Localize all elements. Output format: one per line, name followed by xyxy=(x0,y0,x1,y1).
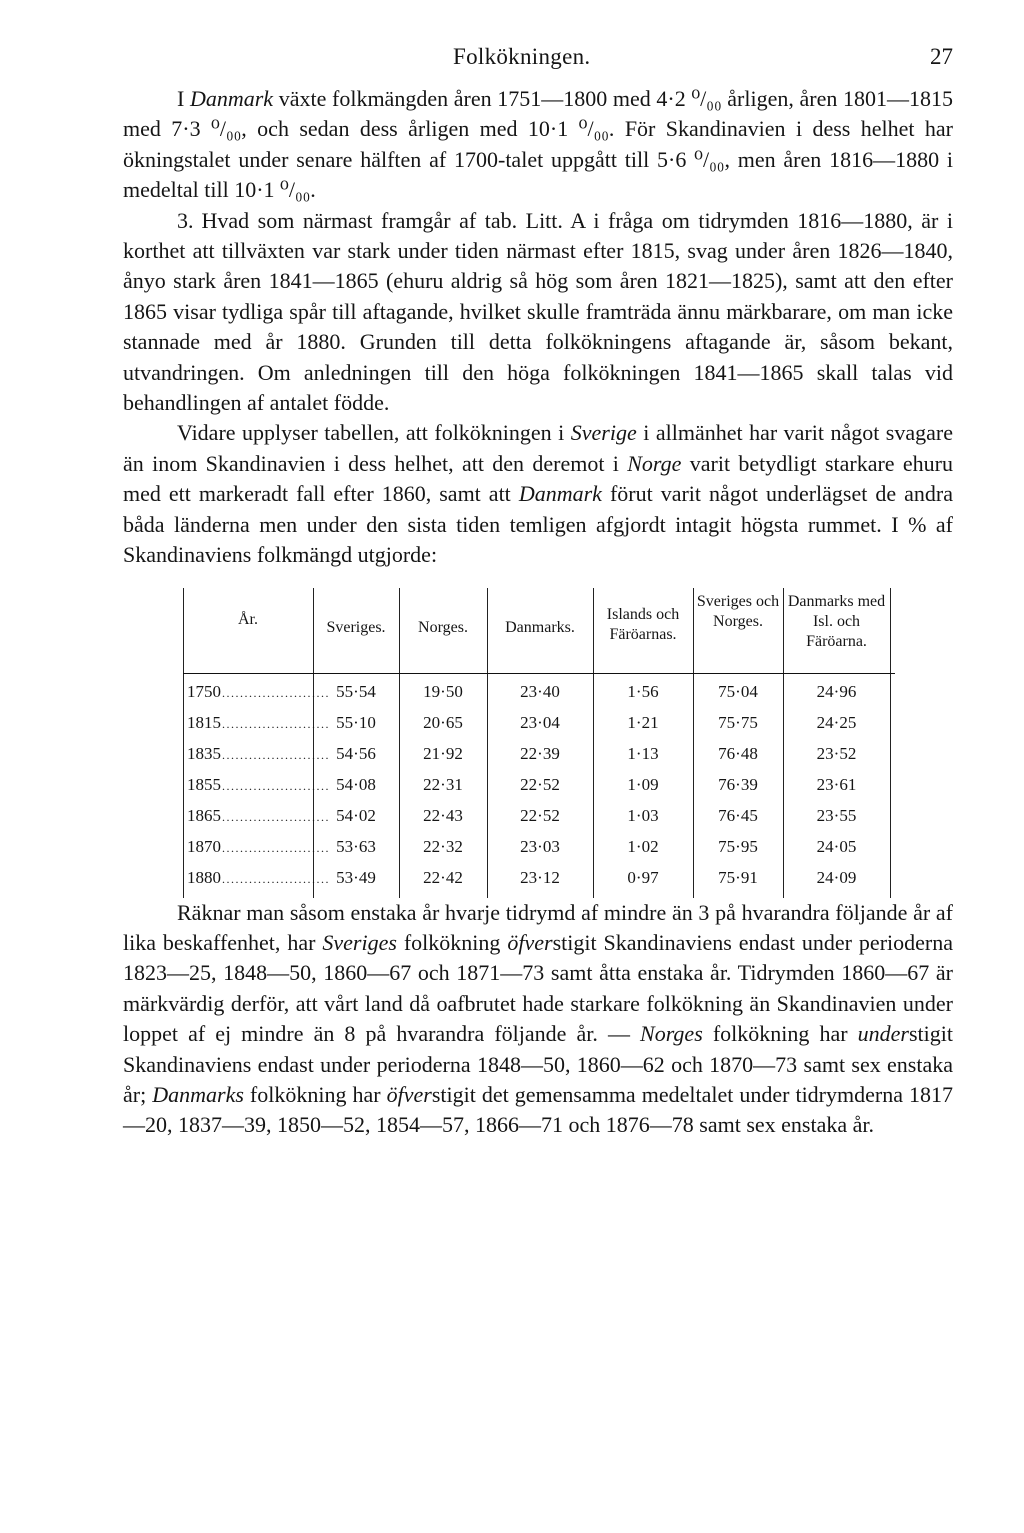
year-value: 1815 xyxy=(187,712,221,732)
paragraph-1-start: I xyxy=(177,86,190,111)
denmark-iceland-share-cell: 24·25 xyxy=(816,712,857,732)
leader-dots: ........................ xyxy=(222,778,330,793)
sweden-norway-share-cell: 76·39 xyxy=(718,774,758,794)
leader-dots: ........................ xyxy=(222,809,330,824)
denmark-iceland-share-cell: 23·55 xyxy=(816,805,857,825)
paragraph-4-part-4: folkökning har xyxy=(702,1021,858,1047)
denmark-iceland-share-cell: 24·09 xyxy=(816,867,857,887)
leader-dots: ........................ xyxy=(222,685,330,700)
header-iceland: Islands och Färöarnas. xyxy=(606,605,680,643)
running-title: Folkökningen. xyxy=(453,44,591,69)
denmark-iceland-share-cell: 24·96 xyxy=(816,681,857,701)
sweden-share-cell: 54·08 xyxy=(336,774,376,794)
denmark-share-cell: 23·12 xyxy=(520,867,560,887)
year-cell xyxy=(187,805,330,826)
year-value: 1865 xyxy=(187,805,221,825)
norway-share-cell: 21·92 xyxy=(423,743,463,763)
paragraph-1-rest: växte folkmängden åren 1751—1800 med 4·2 ⁰/₀₀ årligen, åren 1801—1815 med 7·3 ⁰/₀₀, och sedan dess årligen med 10·1 ⁰/₀₀. För Skandinavien i dess helhet har ökningstalet under senare hälften af 1700-talet uppgått till 5·6 ⁰/₀₀, men åren 1816—1880 i medeltal till 10·1 ⁰/₀₀. xyxy=(123,86,953,203)
header-year: År. xyxy=(238,610,258,628)
year-value: 1880 xyxy=(187,867,221,887)
table-row xyxy=(183,744,895,775)
paragraph-4-sweden: Sveriges xyxy=(322,929,397,955)
header-norway: Norges. xyxy=(418,618,468,636)
denmark-share-cell: 22·39 xyxy=(520,743,560,763)
paragraph-section-three xyxy=(123,206,953,419)
year-value: 1855 xyxy=(187,774,221,794)
norway-share-cell: 22·31 xyxy=(423,774,463,794)
paragraph-3-sweden: Sverige xyxy=(570,420,637,446)
table-row xyxy=(183,806,895,837)
year-value: 1750 xyxy=(187,681,221,701)
year-value: 1870 xyxy=(187,836,221,856)
table-header-rule xyxy=(183,673,895,674)
sweden-share-cell: 54·02 xyxy=(336,805,376,825)
paragraph-3-part-4: förut varit något underlägset de andra båda länderna men under den sista tiden temligen afgjordt intagit högsta rummet. I % af Skandinaviens folkmängd utgjorde: xyxy=(123,481,953,568)
denmark-share-cell: 23·03 xyxy=(520,836,560,856)
table-row xyxy=(183,713,895,744)
iceland-share-cell: 1·03 xyxy=(627,805,659,825)
year-cell xyxy=(187,712,330,733)
section-number: 3. xyxy=(177,207,194,233)
paragraph-3-part-1: Vidare upplyser tabellen, att folkökningen i xyxy=(177,420,571,446)
header-sweden: Sveriges. xyxy=(326,618,386,636)
table-row xyxy=(183,775,895,806)
paragraph-4-part-5: stigit Skandinaviens endast under perioderna 1848—50, 1860—62 och 1870—73 samt sex enstaka år; xyxy=(123,1021,953,1107)
population-share-table xyxy=(183,588,895,898)
sweden-norway-share-cell: 75·91 xyxy=(718,867,758,887)
denmark-share-cell: 22·52 xyxy=(520,774,560,794)
sweden-share-cell: 54·56 xyxy=(336,743,376,763)
norway-share-cell: 22·43 xyxy=(423,805,463,825)
year-cell xyxy=(187,867,330,888)
paragraph-1-denmark: Danmark xyxy=(189,86,274,111)
iceland-share-cell: 1·09 xyxy=(627,774,659,794)
table-row xyxy=(183,682,895,713)
iceland-share-cell: 1·21 xyxy=(627,712,659,732)
running-head xyxy=(123,40,953,84)
denmark-share-cell: 23·04 xyxy=(520,712,560,732)
paragraph-4-part-6: folkökning har xyxy=(243,1081,387,1107)
denmark-share-cell: 22·52 xyxy=(520,805,560,825)
denmark-iceland-share-cell: 24·05 xyxy=(816,836,857,856)
paragraph-4-under-prefix: under xyxy=(857,1021,909,1047)
leader-dots: ........................ xyxy=(222,747,330,762)
leader-dots: ........................ xyxy=(222,871,330,886)
paragraph-3-norway: Norge xyxy=(627,450,682,476)
paragraph-3-part-3: varit betydligt starkare ehuru med ett markeradt fall efter 1860, samt att xyxy=(123,450,953,507)
leader-dots: ........................ xyxy=(222,716,330,731)
paragraph-country-comparison xyxy=(123,418,953,570)
leader-dots: ........................ xyxy=(222,840,330,855)
year-cell xyxy=(187,836,330,857)
book-page xyxy=(123,40,953,1141)
year-cell xyxy=(187,681,330,702)
sweden-share-cell: 55·54 xyxy=(336,681,376,701)
paragraph-4-part-1: Räknar man såsom enstaka år hvarje tidrymd af mindre än 3 på hvarandra följande år af lika beskaffenhet, har xyxy=(123,899,953,955)
sweden-share-cell: 53·63 xyxy=(336,836,376,856)
paragraph-periods xyxy=(123,898,953,1141)
paragraph-denmark-growth xyxy=(123,84,953,206)
iceland-share-cell: 1·13 xyxy=(627,743,659,763)
denmark-iceland-share-cell: 23·61 xyxy=(816,774,857,794)
iceland-share-cell: 0·97 xyxy=(627,867,659,887)
year-cell xyxy=(187,743,330,764)
paragraph-3-part-2: i allmänhet har varit något svagare än inom Skandinavien i dess helhet, att den deremot i xyxy=(123,420,953,476)
norway-share-cell: 20·65 xyxy=(423,712,463,732)
paragraph-3-denmark: Danmark xyxy=(518,481,602,507)
sweden-norway-share-cell: 75·95 xyxy=(718,836,758,856)
paragraph-4-part-2: folkökning xyxy=(396,929,508,955)
sweden-norway-share-cell: 75·75 xyxy=(718,712,758,732)
section-three-text: Hvad som närmast framgår af tab. Litt. A i fråga om tidrymden 1816—1880, är i korthet att tillväxten var stark under tiden närmast efter 1815, svag under åren 1826—1840, ånyo stark åren 1841—1865 (ehuru aldrig så hög som åren 1821—1825), samt att den efter 1865 visar tydliga spår till aftagande, hvilket skulle framträda ännu märkbarare, om man icke stannade med år 1880. Grunden till detta folkökningens aftagande är, såsom bekant, utvandringen. Om anledningen till den höga folkökningen 1841—1865 skall talas vid behandlingen af antalet födde. xyxy=(123,207,953,416)
norway-share-cell: 19·50 xyxy=(423,681,463,701)
sweden-share-cell: 53·49 xyxy=(336,867,376,887)
year-value: 1835 xyxy=(187,743,221,763)
year-cell xyxy=(187,774,330,795)
iceland-share-cell: 1·56 xyxy=(627,681,659,701)
sweden-norway-share-cell: 75·04 xyxy=(718,681,758,701)
paragraph-4-norway: Norges xyxy=(640,1021,703,1047)
denmark-share-cell: 23·40 xyxy=(520,681,560,701)
paragraph-4-above-prefix: öfver xyxy=(507,929,553,955)
sweden-norway-share-cell: 76·48 xyxy=(718,743,758,763)
sweden-share-cell: 55·10 xyxy=(336,712,376,732)
sweden-norway-share-cell: 76·45 xyxy=(718,805,758,825)
norway-share-cell: 22·32 xyxy=(423,836,463,856)
paragraph-4-part-7: stigit det gemensamma medeltalet under tidrymderna 1817—20, 1837—39, 1850—52, 1854—57, 1866—71 och 1876—78 samt sex enstaka år. xyxy=(123,1081,953,1138)
paragraph-4-denmark: Danmarks xyxy=(152,1081,244,1107)
norway-share-cell: 22·42 xyxy=(423,867,463,887)
paragraph-4-above-prefix-2: öfver xyxy=(386,1081,432,1107)
paragraph-4-part-3: stigit Skandinaviens endast under perioderna 1823—25, 1848—50, 1860—67 och 1871—73 samt åtta enstaka år. Tidrymden 1860—67 är märkvärdig derför, att vårt land då oafbrutet hade starkare folkökning än Skandinavien under loppet af ej mindre än 8 på hvarandra följande år. — xyxy=(123,929,953,1047)
table-row xyxy=(183,837,895,868)
header-sweden-norway: Sveriges och Norges. xyxy=(696,592,780,630)
header-denmark: Danmarks. xyxy=(505,618,575,636)
table-row xyxy=(183,868,895,899)
denmark-iceland-share-cell: 23·52 xyxy=(816,743,857,763)
header-denmark-iceland: Danmarks med Isl. och Färöarna. xyxy=(787,592,886,650)
page-number: 27 xyxy=(930,44,953,69)
iceland-share-cell: 1·02 xyxy=(627,836,659,856)
